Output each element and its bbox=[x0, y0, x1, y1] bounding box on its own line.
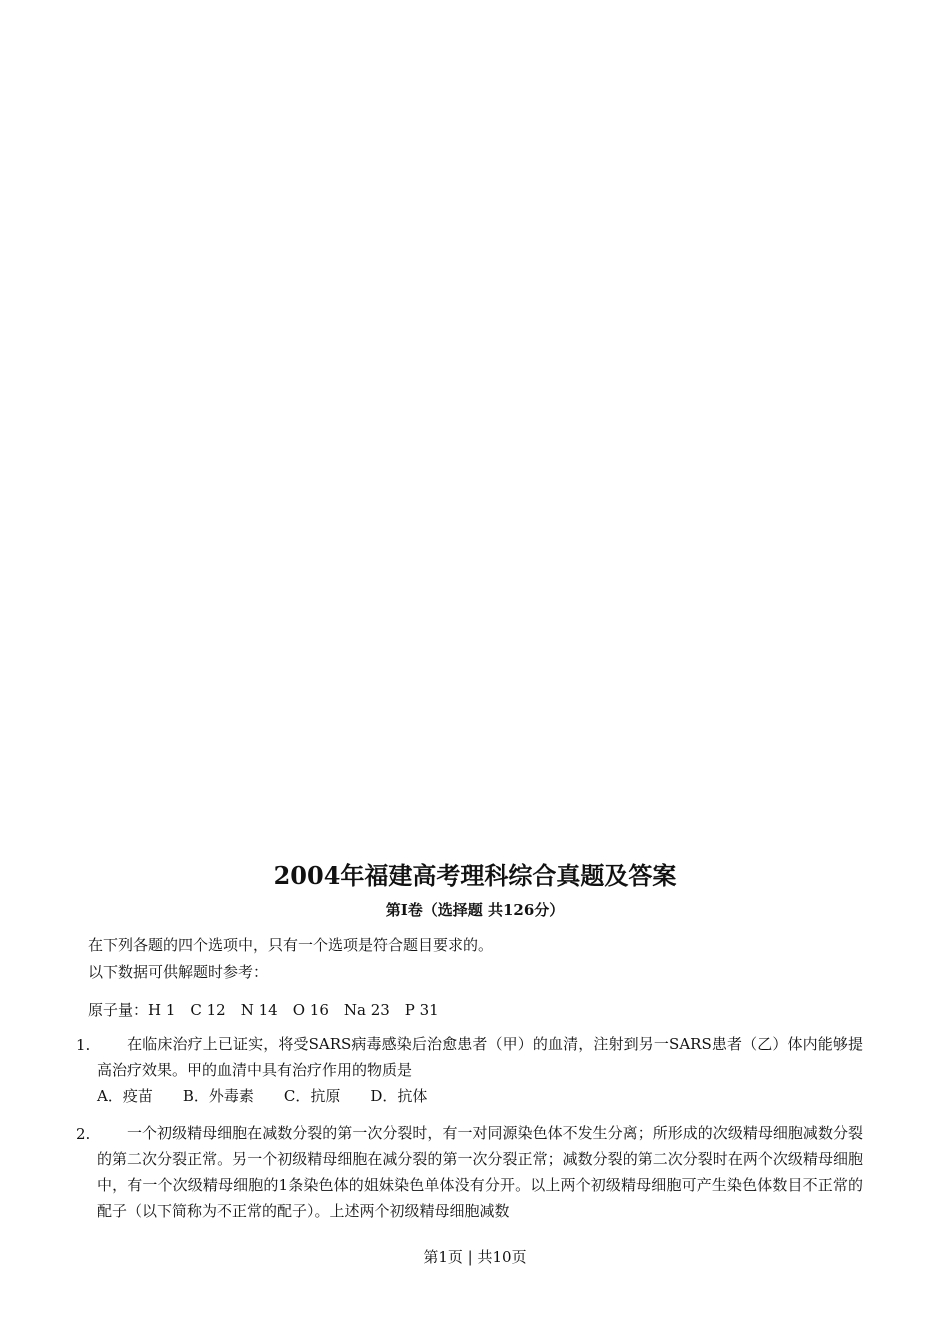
question-1-text bbox=[97, 1031, 863, 1083]
option-a: A．疫苗 bbox=[97, 1087, 153, 1105]
option-c: C．抗原 bbox=[283, 1087, 341, 1105]
document-title: 2004年福建高考理科综合真题及答案 bbox=[273, 861, 677, 890]
option-b: B．外毒素 bbox=[182, 1087, 254, 1105]
question-2-body: 一个初级精母细胞在减数分裂的第一次分裂时，有一对同源染色体不发生分离；所形成的次级精母细胞减数分裂的第二次分裂正常。另一个初级精母细胞在减分裂的第一次分裂正常；减数分裂的第二次分裂时在两个次级精母细胞中，有一个次级精母细胞的1条染色体的姐妹染色单体没有分开。以上两个初级精母细胞可产生染色体数目不正常的配子（以下简称为不正常的配子）。上述两个初级精母细胞减数 bbox=[97, 1124, 863, 1220]
question-2-text bbox=[97, 1120, 863, 1224]
instruction-line-1: 在下列各题的四个选项中，只有一个选项是符合题目要求的。 bbox=[88, 936, 494, 954]
atomic-mass-line: 原子量：H 1 C 12 N 14 O 16 Na 23 P 31 bbox=[88, 1001, 439, 1019]
question-2-number: 2. bbox=[76, 1125, 91, 1143]
question-1-body: 在临床治疗上已证实，将受SARS病毒感染后治愈患者（甲）的血清，注射到另一SARS患者（乙）体内能够提高治疗效果。甲的血清中具有治疗作用的物质是 bbox=[97, 1035, 863, 1079]
page-footer: 第1页 | 共10页 bbox=[423, 1248, 527, 1266]
instruction-line-2: 以下数据可供解题时参考： bbox=[88, 963, 269, 981]
section-heading: 第Ⅰ卷（选择题 共126分） bbox=[385, 901, 565, 919]
question-1-number: 1. bbox=[76, 1036, 91, 1054]
question-1-options bbox=[97, 1085, 457, 1106]
option-d: D．抗体 bbox=[370, 1087, 428, 1105]
